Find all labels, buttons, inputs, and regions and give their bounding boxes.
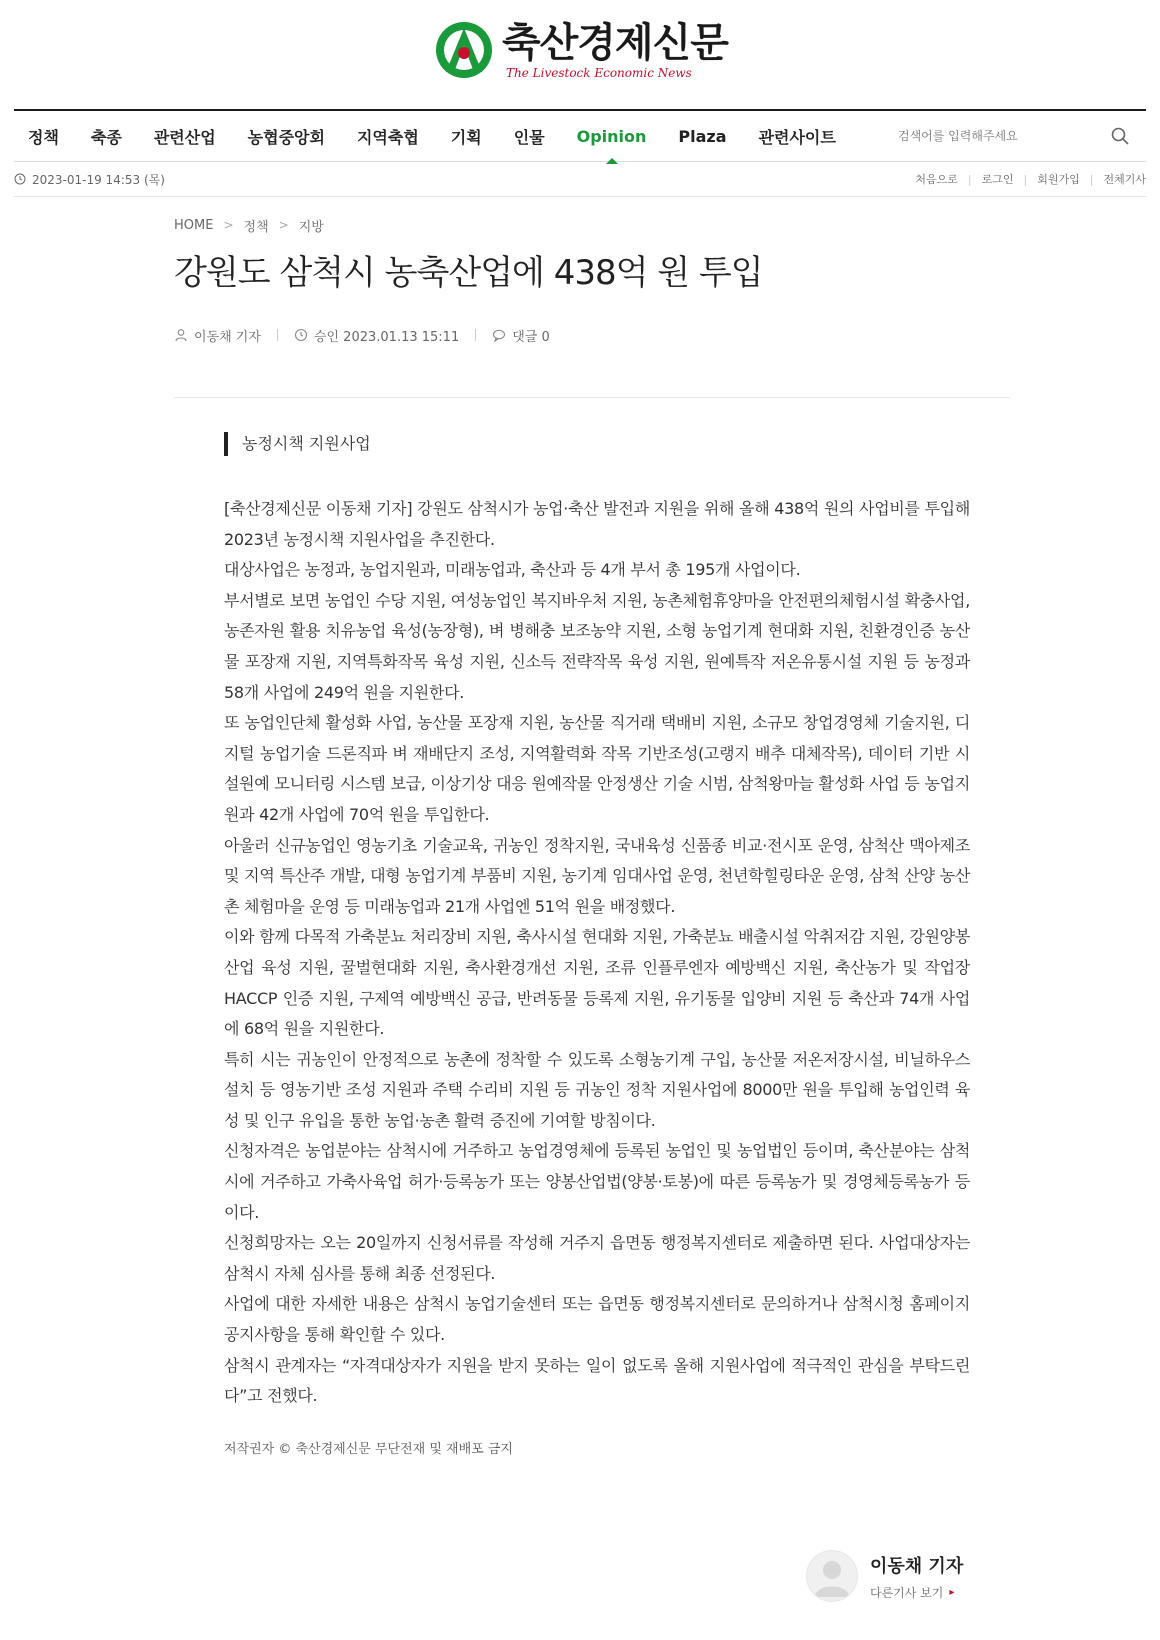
article-meta [174, 325, 1010, 345]
meta-divider [277, 329, 278, 341]
site-name: 축산경제신문 [502, 20, 728, 66]
nav-item[interactable]: 농협중앙회 [247, 127, 325, 147]
nav-items [14, 111, 854, 161]
site-logo[interactable] [434, 20, 728, 80]
author-box [806, 1550, 963, 1602]
article-paragraph: 신청희망자는 오는 20일까지 신청서류를 작성해 거주지 읍면동 행정복지센터로 제출하면 된다. 사업대상자는 삼척시 자체 심사를 통해 최종 선정된다. [224, 1233, 970, 1283]
nav-item[interactable]: 인물 [513, 127, 545, 147]
nav-item[interactable]: 정책 [28, 127, 59, 147]
copyright-notice: 저작권자 © 축산경제신문 무단전재 및 재배포 금지 [224, 1441, 513, 1457]
arrow-right-icon: ▸ [949, 1586, 955, 1598]
article-paragraph: 이와 함께 다목적 가축분뇨 처리장비 지원, 축사시설 현대화 지원, 가축분뇨 배출시설 악취저감 지원, 강원양봉산업 육성 지원, 꿀벌현대화 지원, 축사환경개선 지원, 조류 인플루엔자 예방백신 지원, 축산농가 및 작업장 HACCP 인증 지원, 구제역 예방백신 공급, 반려동물 등록제 지원, 유기동물 입양비 지원 등 축산과 74개 사업에 68억 원을 지원한다. [224, 927, 970, 1039]
article-paragraphs [224, 494, 970, 1412]
chevron-right-icon: > [223, 218, 234, 232]
article-paragraph: 특히 시는 귀농인이 안정적으로 농촌에 정착할 수 있도록 소형농기계 구입, 농산물 저온저장시설, 비닐하우스 설치 등 영농기반 조성 지원과 주택 수리비 지원 등 귀농인 정착 지원사업에 8000만 원을 투입해 농업인력 육성 및 인구 유입을 통한 농업·농촌 활력 증진에 기여할 방침이다. [224, 1049, 970, 1130]
more-articles-label: 다른기사 보기 [870, 1585, 944, 1600]
link-separator: | [967, 172, 972, 186]
search-box [896, 119, 1146, 153]
link-separator: | [1089, 172, 1094, 186]
nav-item[interactable]: 지역축협 [356, 127, 419, 147]
article-paragraph: [축산경제신문 이동채 기자] 강원도 삼척시가 농업·축산 발전과 지원을 위해 올해 438억 원의 사업비를 투입해 2023년 농정시책 지원사업을 추진한다. [224, 499, 970, 549]
comment-icon [492, 328, 506, 342]
nav-item[interactable]: Opinion [576, 126, 647, 146]
main-nav [14, 109, 1146, 162]
article-paragraph: 대상사업은 농정과, 농업지원과, 미래농업과, 축산과 등 4개 부서 총 195개 사업이다. [224, 560, 801, 580]
nav-item[interactable]: 관련사이트 [758, 127, 836, 147]
meta-divider [475, 329, 476, 341]
article-paragraph: 아울러 신규농업인 영농기초 기술교육, 귀농인 정착지원, 국내육성 신품종 비교·전시포 운영, 삼척산 맥아제조 및 지역 특산주 개발, 대형 농업기계 부품비 지원, 농기계 임대사업 운영, 천년학힐링타운 운영, 삼척 산양 농산촌 체험마을 운영 등 미래농업과 21개 사업엔 51억 원을 배정했다. [224, 835, 970, 916]
nav-item[interactable]: Plaza [678, 126, 727, 146]
logo-emblem-icon [434, 20, 494, 80]
clock-icon [14, 173, 26, 185]
header-divider [174, 397, 1010, 398]
breadcrumb-section[interactable]: 정책 [243, 219, 269, 235]
utility-links [915, 171, 1146, 187]
article-comment-count[interactable]: 댓글 0 [512, 329, 550, 345]
article-paragraph: 삼척시 관계자는 “자격대상자가 지원을 받지 못하는 일이 없도록 올해 지원사업에 적극적인 관심을 부탁드린다”고 전했다. [224, 1355, 970, 1406]
article-title: 강원도 삼척시 농축산업에 438억 원 투입 [174, 253, 763, 293]
utility-link[interactable]: 로그인 [981, 173, 1014, 186]
article-body [224, 432, 970, 1457]
clock-icon [294, 328, 308, 342]
breadcrumb-home[interactable]: HOME [174, 217, 214, 233]
article-header [174, 215, 1010, 398]
nav-item[interactable]: 관련산업 [153, 127, 216, 147]
avatar-placeholder-icon [807, 1551, 857, 1601]
article-author[interactable]: 이동채 기자 [194, 329, 261, 345]
top-bar [14, 162, 1146, 197]
article-paragraph: 사업에 대한 자세한 내용은 삼척시 농업기술센터 또는 읍면동 행정복지센터로 문의하거나 삼척시청 홈페이지 공지사항을 통해 확인할 수 있다. [224, 1294, 970, 1345]
more-articles-link[interactable] [870, 1584, 963, 1601]
search-input[interactable] [896, 128, 1110, 144]
article-paragraph: 부서별로 보면 농업인 수당 지원, 여성농업인 복지바우처 지원, 농촌체험휴양마을 안전편의체험시설 확충사업, 농존자원 활용 치유농업 육성(농장형), 벼 병해충 보조농약 지원, 소형 농업기계 현대화 지원, 친환경인증 농산물 포장재 지원, 지역특화작목 육성 지원, 신소득 전략작목 육성 지원, 원예특작 저온유통시설 지원 등 농정과 58개 사업에 249억 원을 지원한다. [224, 590, 970, 702]
utility-link[interactable]: 회원가입 [1037, 173, 1080, 186]
chevron-right-icon: > [278, 218, 289, 232]
utility-link[interactable]: 전체기사 [1103, 173, 1146, 186]
author-avatar [806, 1550, 858, 1602]
date-display [14, 171, 165, 188]
breadcrumb [174, 215, 1010, 235]
search-icon[interactable] [1110, 126, 1130, 146]
current-date: 2023-01-19 14:53 (목) [32, 172, 165, 187]
article-subtitle: 농정시책 지원사업 [224, 432, 970, 456]
nav-item[interactable]: 축종 [90, 127, 122, 147]
author-box-name: 이동채 기자 [870, 1555, 964, 1577]
nav-item[interactable]: 기획 [450, 127, 482, 147]
user-icon [174, 328, 188, 342]
link-separator: | [1023, 172, 1028, 186]
site-tagline: The Livestock Economic News [506, 66, 692, 80]
site-header [0, 0, 1160, 147]
article-paragraph: 신청자격은 농업분야는 삼척시에 거주하고 농업경영체에 등록된 농업인 및 농업법인 등이며, 축산분야는 삼척시에 거주하고 가축사육업 허가·등록농가 또는 양봉산업법(양봉·토봉)에 따른 등록농가 및 경영체등록농가 등이다. [224, 1141, 970, 1222]
utility-link[interactable]: 처음으로 [915, 173, 958, 186]
breadcrumb-subsection[interactable]: 지방 [298, 219, 324, 235]
article-approved-date: 승인 2023.01.13 15:11 [313, 329, 460, 345]
article-paragraph: 또 농업인단체 활성화 사업, 농산물 포장재 지원, 농산물 직거래 택배비 지원, 소규모 창업경영체 기술지원, 디지털 농업기술 드론직파 벼 재배단지 조성, 지역활력화 작목 기반조성(고랭지 배추 대체작목), 데이터 기반 시설원예 모니터링 시스템 보급, 이상기상 대응 원예작물 안정생산 기술 시범, 삼척왕마늘 활성화 사업 등 농업지원과 42개 사업에 70억 원을 투입한다. [224, 713, 970, 824]
